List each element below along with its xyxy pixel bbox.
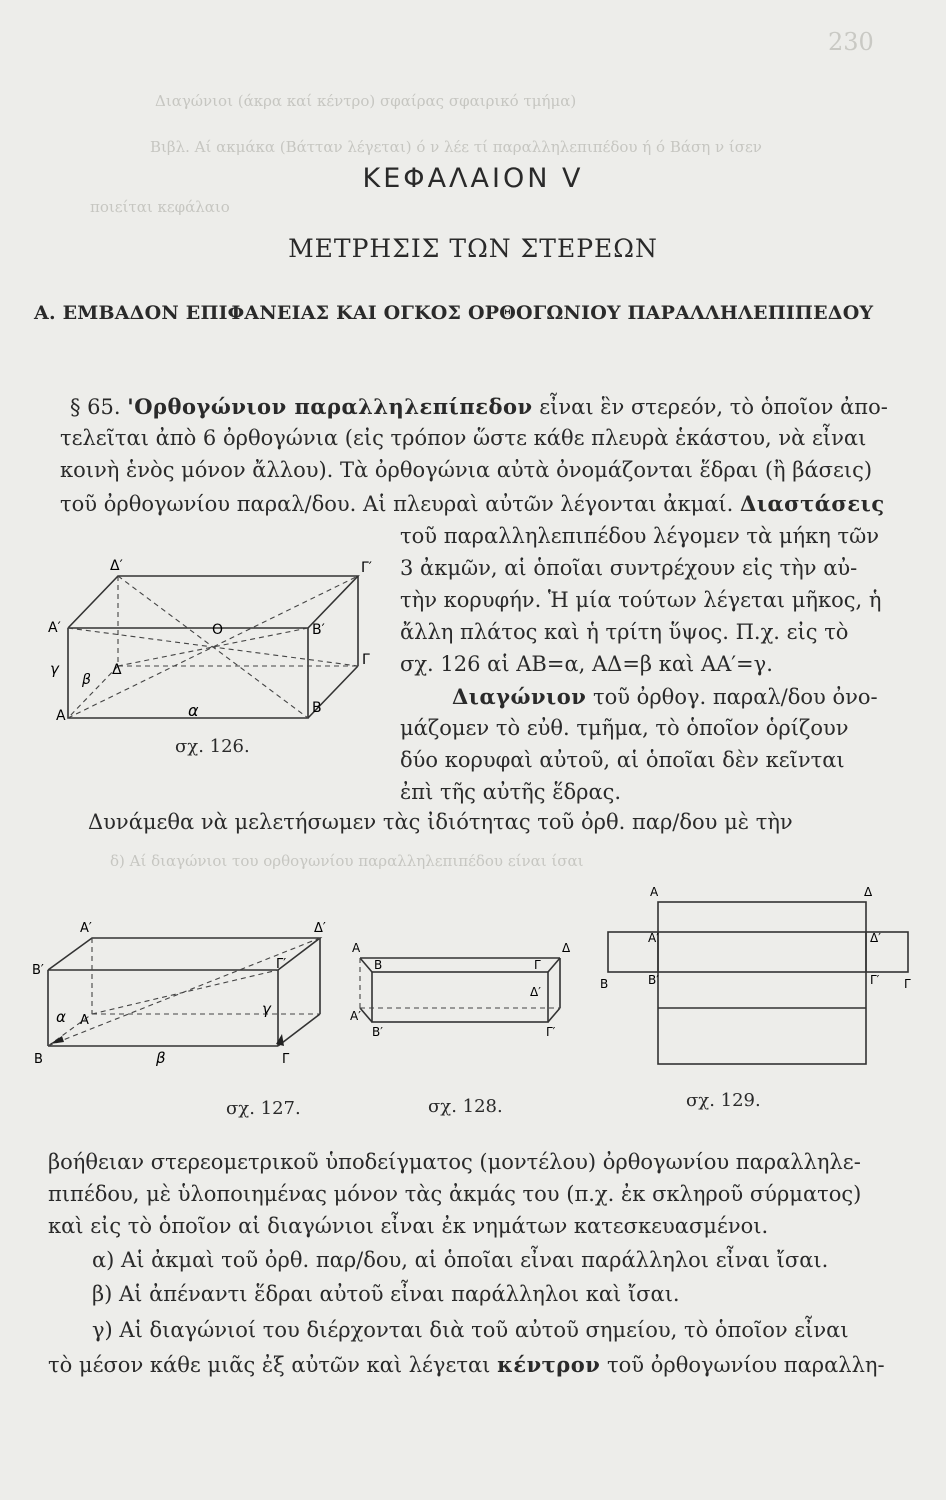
fig127-label-c: γ [262,1000,271,1018]
figure-128 [350,936,590,1050]
fig128-label-A: A [352,941,361,955]
term-center: κέντρον [497,1352,601,1377]
right-col-line-7: μάζομεν τὸ εὐθ. τμῆμα, τὸ ὁποῖον ὁρίζουν [400,716,849,740]
fig126-caption: σχ. 126. [175,736,250,757]
para65-line-4 [60,491,885,516]
para-number: § 65. [70,395,121,419]
fig127-label-A1: A′ [80,921,92,936]
para65-line-2: τελεῖται ἀπὸ 6 ὀρθογώνια (εἰς τρόπον ὥστε κάθε πλευρὰ ἑκάστου, νὰ εἶναι [60,426,867,450]
fig129-label-A1: A′ [648,931,659,945]
para65-line-4-text: τοῦ ὀρθογωνίου παραλ/δου. Αἱ πλευραὶ αὐτῶν λέγονται ἀκμαί. [60,492,734,516]
right-col-line-8: δύο κορυφαὶ αὐτοῦ, αἱ ὁποῖαι δὲν κεῖνται [400,748,845,772]
property-a: α) Αἱ ἀκμαὶ τοῦ ὀρθ. παρ/δου, αἱ ὁποῖαι εἶναι παράλληλοι εἶναι ἴσαι. [92,1248,829,1272]
para-after-line-3: καὶ εἰς τὸ ὁποῖον αἱ διαγώνιοι εἶναι ἐκ νημάτων κατεσκευασμένοι. [48,1214,769,1238]
figure-129 [600,884,920,1078]
term-diagonal: Διαγώνιον [452,684,587,709]
right-col-line-3: τὴν κορυφήν. Ἡ μία τούτων λέγεται μῆκος, ἡ [400,588,882,612]
property-c-cont-rest: τοῦ ὀρθογωνίου παραλλη- [607,1353,885,1377]
fig127-label-D1: Δ′ [314,921,326,936]
ghost-text-3: ποιείται κεφάλαιο [90,198,230,216]
fig128-label-D: Δ [562,941,571,955]
fig128-caption: σχ. 128. [428,1096,503,1117]
para65-line-1-rest: εἶναι ἓν στερεόν, τὸ ὁποῖον ἀπο- [539,395,888,419]
fig127-label-G: Γ [282,1052,290,1067]
para-after-line-1: βοήθειαν στερεομετρικοῦ ὑποδείγματος (μοντέλου) ὀρθογωνίου παραλληλε- [48,1150,861,1174]
fig128-label-G: Γ [534,958,541,972]
ghost-text-1: Διαγώνιοι (άκρα καί κέντρο) σφαίρας σφαιρικό τμήμα) [155,92,577,110]
fig127-caption: σχ. 127. [226,1098,301,1119]
fig126-label-O: O [212,622,224,638]
property-c-cont [48,1352,885,1377]
fig127-label-b: β [156,1049,166,1067]
fig128-label-A1: A′ [350,1009,361,1023]
fig126-label-B: B [312,700,322,716]
fig126-label-A1: A′ [48,620,61,636]
term-dimensions: Διαστάσεις [740,491,885,516]
right-col-line-2: 3 ἀκμῶν, αἱ ὁποῖαι συντρέχουν εἰς τὴν αὐ- [400,556,858,580]
figure-127 [30,918,340,1072]
fig127-label-a: α [56,1008,66,1026]
section-heading: Α. ΕΜΒΑΔΟΝ ΕΠΙΦΑΝΕΙΑΣ ΚΑΙ ΟΓΚΟΣ ΟΡΘΟΓΩΝΙΟΥ ΠΑΡΑΛΛΗΛΕΠΙΠΕΔΟΥ [34,302,874,324]
fig128-label-D1: Δ′ [530,985,541,999]
para65-line-1 [70,394,888,419]
fig127-label-B1: B′ [32,963,44,978]
fig126-label-a: α [188,701,199,720]
fig126-label-G: Γ [362,652,370,668]
fig129-label-G1: Γ′ [870,973,880,987]
property-b: β) Αἱ ἀπέναντι ἕδραι αὐτοῦ εἶναι παράλληλοι καὶ ἴσαι. [92,1282,680,1306]
para65-line-3: κοινὴ ἑνὸς μόνον ἄλλου). Τὰ ὀρθογώνια αὐτὰ ὀνομάζονται ἕδραι (ἢ βάσεις) [60,458,873,482]
term-parallelepiped: 'Ορθογώνιον παραλληλεπίπεδον [127,394,533,419]
fig129-label-G: Γ [904,977,911,991]
right-col-line-9: ἐπὶ τῆς αὐτῆς ἕδρας. [400,780,622,804]
fig126-label-c: γ [50,660,59,678]
right-col-line-5: σχ. 126 αἱ ΑΒ=α, ΑΔ=β καὶ ΑΑ′=γ. [400,652,773,676]
fig129-label-B1: B′ [648,973,659,987]
fig129-caption: σχ. 129. [686,1090,761,1111]
page-title: ΜΕΤΡΗΣΙΣ ΤΩΝ ΣΤΕΡΕΩΝ [288,234,658,263]
fig128-label-B: B [374,958,383,972]
right-col-line-4: ἄλλη πλάτος καὶ ἡ τρίτη ὕψος. Π.χ. εἰς τὸ [400,620,849,644]
chapter-heading: ΚΕΦΑΛΑΙΟΝ V [362,163,584,194]
right-col-line-6-rest: τοῦ ὀρθογ. παραλ/δου ὀνο- [592,685,878,709]
fig126-label-D1: Δ′ [110,558,123,574]
fig129-label-D: Δ [864,885,873,899]
fig127-label-G1: Γ′ [276,957,287,972]
fig127-label-B: B [34,1052,43,1067]
page-number: 230 [828,28,874,56]
fig126-label-G1: Γ′ [361,560,372,576]
fig126-label-b: β [82,672,91,688]
para65-after: Δυνάμεθα νὰ μελετήσωμεν τὰς ἰδιότητας τοῦ ὀρθ. παρ/δου μὲ τὴν [88,810,793,834]
property-c: γ) Αἱ διαγώνιοί του διέρχονται διὰ τοῦ αὐτοῦ σημείου, τὸ ὁποῖον εἶναι [92,1318,849,1342]
para-after-line-2: πιπέδου, μὲ ὑλοποιημένας μόνον τὰς ἀκμάς του (π.χ. ἐκ σκληροῦ σύρματος) [48,1182,862,1206]
ghost-text-2: Βιβλ. Αί ακμάκα (Βάτταν λέγεται) ό ν λέε τί παραλληλεπιπέδου ή ό Βάση ν ίσεν [150,138,762,156]
right-col-line-1: τοῦ παραλληλεπιπέδου λέγομεν τὰ μήκη τῶν [400,524,879,548]
fig126-label-A: A [56,708,66,724]
property-c-cont-text: τὸ μέσον κάθε μιᾶς ἐξ αὐτῶν καὶ λέγεται [48,1353,491,1377]
fig129-label-D1: Δ′ [870,931,881,945]
fig126-label-B1: B′ [312,622,325,638]
fig128-label-B1: B′ [372,1025,383,1039]
fig127-label-A: A [80,1013,89,1028]
right-col-line-6 [452,684,878,709]
fig126-label-D: Δ [112,662,122,678]
fig129-label-A: A [650,885,659,899]
ghost-text-4: δ) Αί διαγώνιοι του ορθογωνίου παραλληλεπιπέδου είναι ίσαι [110,852,584,870]
fig128-label-G1: Γ′ [546,1025,556,1039]
fig129-label-B: B [600,977,609,991]
